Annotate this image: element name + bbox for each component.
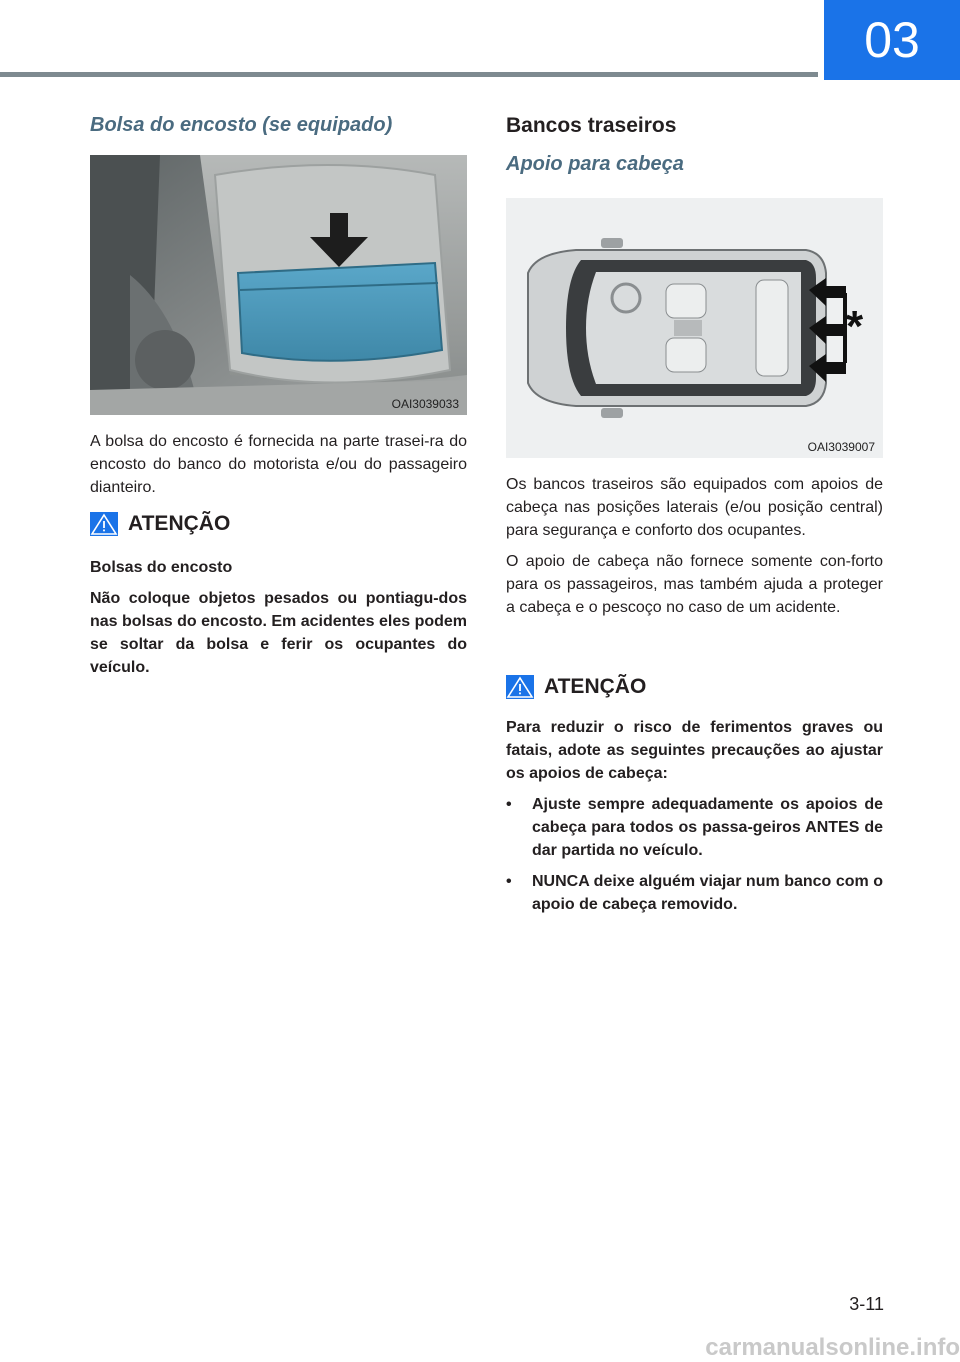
bullet-item	[506, 793, 883, 862]
warning-subtitle: Bolsas do encosto	[90, 559, 233, 576]
asterisk-mark: *	[846, 302, 864, 351]
warning-title: ATENÇÃO	[128, 512, 231, 535]
left-subheading: Bolsa do encosto (se equipado)	[90, 114, 393, 136]
right-subheading: Apoio para cabeça	[506, 153, 684, 175]
section-title: Bancos traseiros	[506, 114, 677, 137]
header-rule	[0, 72, 818, 77]
chapter-tab: 03	[824, 0, 960, 80]
bullet-text: NUNCA deixe alguém viajar num banco com o apoio de cabeça removido.	[532, 873, 883, 913]
seatback-pocket-figure	[90, 155, 467, 415]
warning-body	[90, 556, 467, 687]
figure-code: OAI3039033	[391, 397, 459, 411]
vehicle-top-view-illustration	[506, 198, 883, 458]
warning-triangle-icon	[90, 512, 118, 536]
warning-triangle-icon	[506, 675, 534, 699]
headrest-paragraphs	[506, 473, 883, 627]
paragraph-1: Os bancos traseiros são equipados com apoios de cabeça nas posições laterais (e/ou posição central) para segurança e conforto dos ocupantes.	[506, 476, 883, 539]
warning-text: Não coloque objetos pesados ou pontiagu-dos nas bolsas do encosto. Em acidentes eles podem se soltar da bolsa e ferir os ocupantes do veículo.	[90, 590, 468, 676]
bullet-text: Ajuste sempre adequadamente os apoios de cabeça para todos os passa-geiros ANTES de dar partida no veículo.	[532, 796, 883, 859]
rear-headrest-figure	[506, 198, 883, 458]
warning-title: ATENÇÃO	[544, 675, 647, 698]
bullet-symbol: •	[506, 873, 512, 890]
warning-header	[506, 675, 646, 699]
paragraph-text: A bolsa do encosto é fornecida na parte trasei-ra do encosto do banco do motorista e/ou do passageiro dianteiro.	[90, 433, 467, 496]
bullet-symbol: •	[506, 796, 512, 813]
seatback-pocket-illustration	[90, 155, 467, 415]
warning-bullets	[506, 793, 883, 916]
pocket-paragraph	[90, 430, 467, 507]
watermark: carmanualsonline.info	[705, 1334, 960, 1361]
paragraph-2: O apoio de cabeça não fornece somente con-forto para os passageiros, mas também ajuda a proteger a cabeça e o pescoço no caso de um acidente.	[506, 553, 883, 616]
warning-header	[90, 512, 230, 536]
bullet-item	[506, 870, 883, 916]
figure-code: OAI3039007	[807, 440, 875, 454]
page-number: 3-11	[849, 1294, 884, 1314]
warning-text: Para reduzir o risco de ferimentos graves ou fatais, adote as seguintes precauções ao ajustar os apoios de cabeça:	[506, 719, 883, 782]
warning-body	[506, 716, 883, 924]
